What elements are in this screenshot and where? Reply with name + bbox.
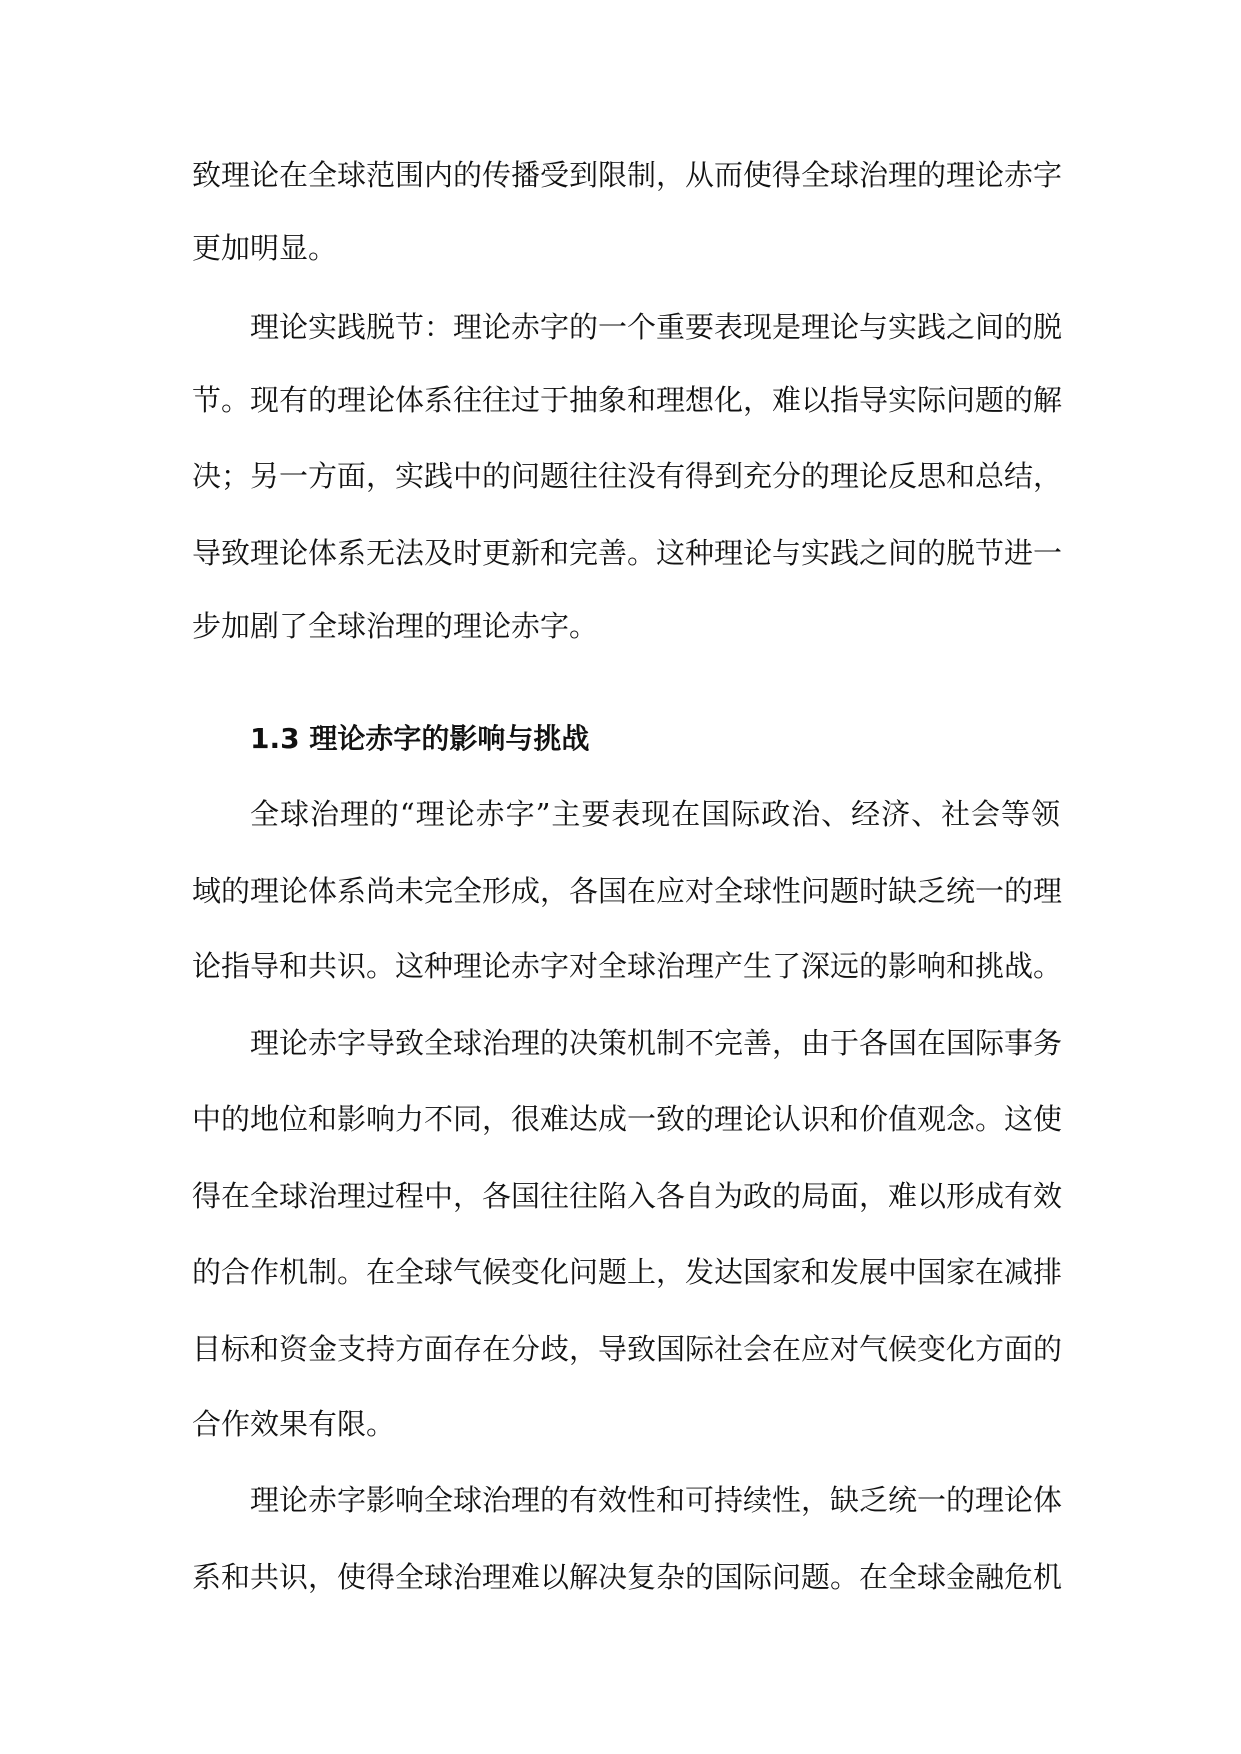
paragraph-line: 目标和资金支持方面存在分歧，导致国际社会在应对气候变化方面的 <box>192 1332 1063 1366</box>
paragraph-line: 合作效果有限。 <box>192 1407 396 1441</box>
paragraph-line: 致理论在全球范围内的传播受到限制，从而使得全球治理的理论赤字 <box>192 158 1063 192</box>
paragraph-line: 得在全球治理过程中，各国往往陷入各自为政的局面，难以形成有效 <box>192 1179 1063 1213</box>
paragraph-line: 论指导和共识。这种理论赤字对全球治理产生了深远的影响和挑战。 <box>192 949 1063 983</box>
paragraph-line: 节。现有的理论体系往往过于抽象和理想化，难以指导实际问题的解 <box>192 383 1063 417</box>
paragraph-line: 理论赤字影响全球治理的有效性和可持续性，缺乏统一的理论体 <box>250 1483 1063 1517</box>
paragraph-line: 理论赤字导致全球治理的决策机制不完善，由于各国在国际事务 <box>250 1026 1063 1060</box>
paragraph-line: 更加明显。 <box>192 231 338 265</box>
paragraph-line: 理论实践脱节：理论赤字的一个重要表现是理论与实践之间的脱 <box>250 310 1063 344</box>
paragraph-line: 系和共识，使得全球治理难以解决复杂的国际问题。在全球金融危机 <box>192 1560 1063 1594</box>
paragraph-line: 的合作机制。在全球气候变化问题上，发达国家和发展中国家在减排 <box>192 1255 1063 1289</box>
paragraph-line: 决；另一方面，实践中的问题往往没有得到充分的理论反思和总结， <box>192 459 1063 493</box>
paragraph-line: 域的理论体系尚未完全形成，各国在应对全球性问题时缺乏统一的理 <box>192 874 1063 908</box>
paragraph-line: 中的地位和影响力不同，很难达成一致的理论认识和价值观念。这使 <box>192 1102 1063 1136</box>
paragraph-line: 导致理论体系无法及时更新和完善。这种理论与实践之间的脱节进一 <box>192 536 1063 570</box>
section-heading: 1.3 理论赤字的影响与挑战 <box>250 722 590 755</box>
paragraph-line: 步加剧了全球治理的理论赤字。 <box>192 609 599 643</box>
paragraph-line: 全球治理的“理论赤字”主要表现在国际政治、经济、社会等领 <box>250 797 1060 831</box>
